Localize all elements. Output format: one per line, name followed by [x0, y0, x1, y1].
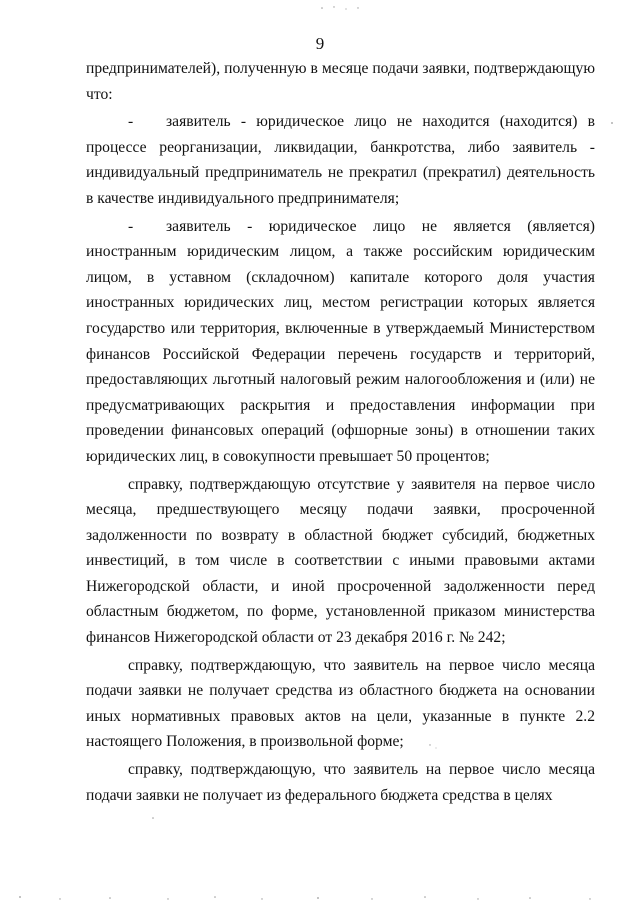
page-number: 9 [315, 34, 325, 53]
bullet-dash: - [128, 113, 134, 131]
paragraph-continuation: предпринимателей), полученную в месяце подачи заявки, подтверждающую что: [86, 60, 595, 103]
bullet-text: заявитель - юридическое лицо не находится (находится) в процессе реорганизации, ликвидации, банкротства, либо заявитель - индивидуальный предприниматель не прекратил (прекратил) деятельность в качестве индивидуального предпринимателя; [86, 113, 595, 207]
paragraph: справку, подтверждающую, что заявитель на первое число месяца подачи заявки не получает из федерального бюджета средства в целях [86, 761, 595, 804]
document-body [86, 56, 595, 808]
paragraph: справку, подтверждающую, что заявитель на первое число месяца подачи заявки не получает средства из областного бюджета на основании иных нормативных правовых актов на цели, указанные в пункте 2.2 настоящего Положения, в произвольной форме; [86, 656, 595, 751]
paragraph: справку, подтверждающую отсутствие у заявителя на первое число месяца, предшествующего месяцу подачи заявки, просроченной задолженности по возврату в областной бюджет субсидий, бюджетных инвестиций, в том числе в соответствии с иными правовыми актами Нижегородской области, и иной просроченной задолженности перед областным бюджетом, по форме, установленной приказом министерства финансов Нижегородской области от 23 декабря 2016 г. № 242; [86, 475, 595, 647]
bullet-text: заявитель - юридическое лицо не является (является) иностранным юридическим лицом, а также российским юридическим лицом, в уставном (складочном) капитале которого доля участия иностранных юридических лиц, местом регистрации которых является государство или территория, включенные в утверждаемый Министерством финансов Российской Федерации перечень государств и территорий, предоставляющих льготный налоговый режим налогообложения и (или) не предусматривающих раскрытия и предоставления информации при проведении финансовых операций (офшорные зоны) в отношении таких юридических лиц, в совокупности превышает 50 процентов; [86, 217, 595, 465]
bullet-item [86, 109, 595, 211]
bullet-dash: - [128, 217, 134, 235]
bullet-item [86, 214, 595, 470]
